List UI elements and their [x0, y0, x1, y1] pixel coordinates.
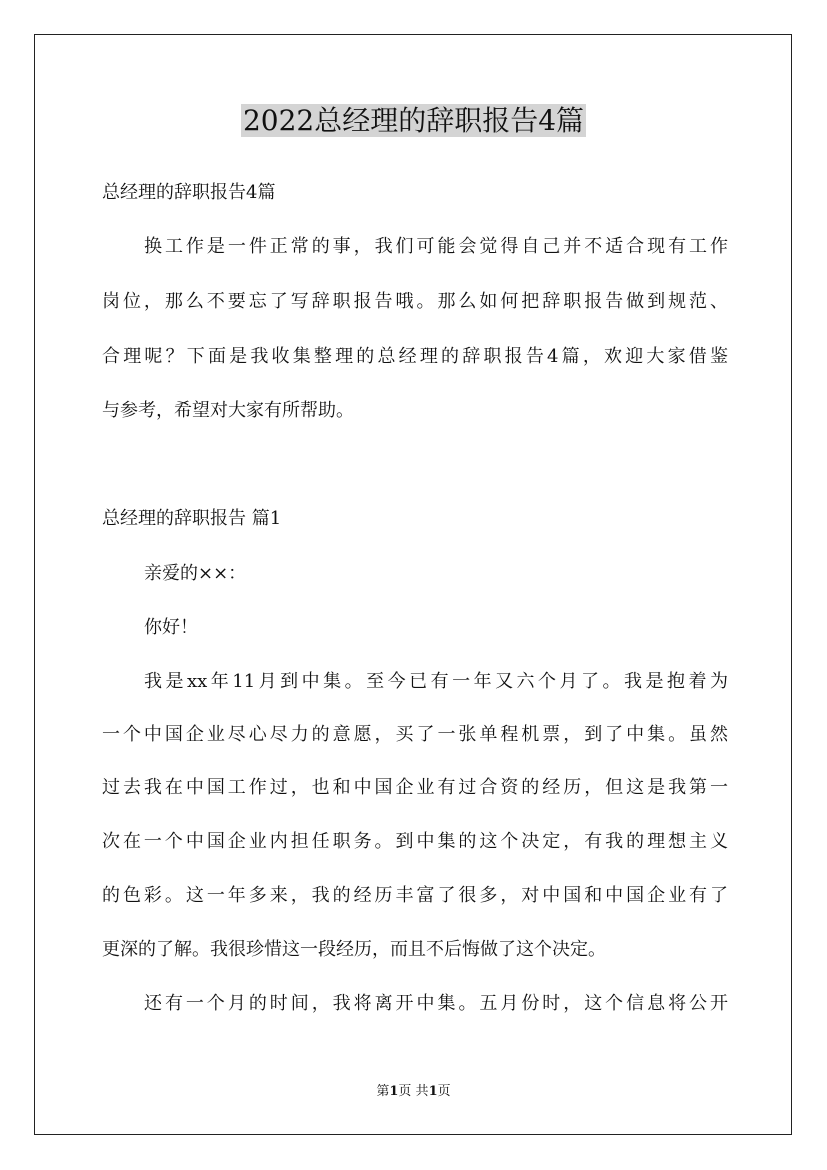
intro-line: 合理呢？下面是我收集整理的总经理的辞职报告4篇，欢迎大家借鉴 — [102, 346, 728, 367]
paragraph-line: 还有一个月的时间，我将离开中集。五月份时，这个信息将公开 — [144, 993, 728, 1014]
footer-mid: 页 共 — [398, 1084, 429, 1099]
paragraph-line: 更深的了解。我很珍惜这一段经历，而且不后悔做了这个决定。 — [102, 939, 606, 960]
salutation: 亲爱的××： — [144, 563, 247, 584]
paragraph-line: 过去我在中国工作过，也和中国企业有过合资的经历，但这是我第一 — [102, 777, 728, 798]
paragraph-line: 的色彩。这一年多来，我的经历丰富了很多，对中国和中国企业有了 — [102, 885, 728, 906]
paragraph-line: 一个中国企业尽心尽力的意愿，买了一张单程机票，到了中集。虽然 — [102, 724, 728, 745]
section-heading: 总经理的辞职报告 篇1 — [102, 508, 282, 529]
intro-line: 岗位，那么不要忘了写辞职报告哦。那么如何把辞职报告做到规范、 — [102, 291, 728, 312]
document-title — [0, 101, 827, 141]
footer-prefix: 第 — [376, 1084, 390, 1099]
footer-total-pages: 1 — [428, 1084, 438, 1099]
footer-page-number: 1 — [389, 1084, 399, 1099]
greeting: 你好！ — [144, 617, 198, 638]
paragraph-line: 我是xx年11月到中集。至今已有一年又六个月了。我是抱着为 — [144, 671, 728, 692]
document-subtitle: 总经理的辞职报告4篇 — [102, 182, 276, 203]
intro-line: 与参考，希望对大家有所帮助。 — [102, 400, 354, 421]
paragraph-line: 次在一个中国企业内担任职务。到中集的这个决定，有我的理想主义 — [102, 831, 728, 852]
footer-suffix: 页 — [437, 1084, 451, 1099]
document-title-text: 2022总经理的辞职报告4篇 — [242, 104, 585, 137]
intro-line: 换工作是一件正常的事，我们可能会觉得自己并不适合现有工作 — [144, 236, 728, 257]
page-footer — [0, 1083, 827, 1101]
